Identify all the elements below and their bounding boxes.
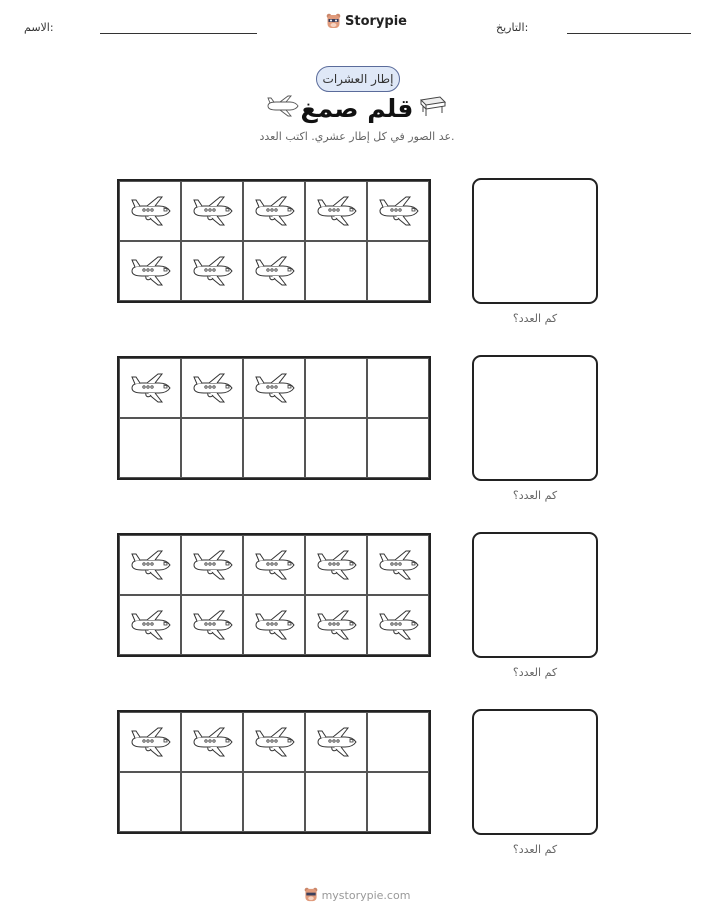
ten-frame-cell <box>119 181 181 241</box>
ten-frame-cell <box>367 535 429 595</box>
airplane-icon <box>375 548 421 582</box>
ten-frame-cell <box>181 418 243 478</box>
airplane-icon <box>251 194 297 228</box>
airplane-icon <box>189 371 235 405</box>
question-label: كم العدد؟ <box>512 312 558 325</box>
ten-frame-cell <box>119 772 181 832</box>
ten-frame-cell <box>367 712 429 772</box>
airplane-icon <box>127 194 173 228</box>
ten-frame-cell <box>243 358 305 418</box>
ten-frame-cell <box>367 241 429 301</box>
airplane-icon <box>251 254 297 288</box>
airplane-icon <box>127 371 173 405</box>
airplane-icon <box>189 548 235 582</box>
answer-box[interactable] <box>472 532 598 658</box>
name-label: الاسم: <box>24 21 54 34</box>
airplane-icon <box>313 725 359 759</box>
instructions: عد الصور في كل إطار عشري. اكتب العدد. <box>259 130 455 143</box>
storypie-mascot-icon <box>304 887 318 903</box>
glue-stick-icon <box>418 94 448 118</box>
ten-frame <box>117 356 431 480</box>
ten-frame-cell <box>305 241 367 301</box>
ten-frame <box>117 533 431 657</box>
airplane-icon <box>313 608 359 642</box>
ten-frame-cell <box>305 358 367 418</box>
airplane-icon <box>189 725 235 759</box>
brand-name: Storypie <box>345 14 407 29</box>
answer-box[interactable] <box>472 178 598 304</box>
ten-frame-cell <box>243 772 305 832</box>
date-line[interactable] <box>567 33 691 34</box>
ten-frame-cell <box>305 772 367 832</box>
ten-frame-cell <box>305 712 367 772</box>
answer-box[interactable] <box>472 355 598 481</box>
ten-frame-cell <box>181 358 243 418</box>
brand-logo <box>326 13 407 30</box>
ten-frame-cell <box>181 712 243 772</box>
airplane-icon <box>127 254 173 288</box>
question-label: كم العدد؟ <box>512 843 558 856</box>
airplane-icon <box>189 194 235 228</box>
airplane-icon <box>375 194 421 228</box>
question-label: كم العدد؟ <box>512 666 558 679</box>
question-label: كم العدد؟ <box>512 489 558 502</box>
ten-frame-cell <box>119 595 181 655</box>
ten-frame-cell <box>181 772 243 832</box>
name-line[interactable] <box>100 33 257 34</box>
ten-frame-cell <box>181 181 243 241</box>
airplane-icon <box>375 608 421 642</box>
ten-frame-cell <box>243 418 305 478</box>
ten-frame-cell <box>367 358 429 418</box>
ten-frame-cell <box>243 535 305 595</box>
ten-frame-cell <box>181 241 243 301</box>
ten-frame-cell <box>305 535 367 595</box>
worksheet-title: قلم صمغ <box>300 94 414 123</box>
ten-frame-cell <box>305 418 367 478</box>
airplane-icon <box>313 194 359 228</box>
ten-frame-cell <box>119 712 181 772</box>
ten-frame-cell <box>367 595 429 655</box>
ten-frame-cell <box>181 535 243 595</box>
airplane-icon <box>189 254 235 288</box>
date-label: التاريخ: <box>496 21 529 34</box>
ten-frame-cell <box>119 418 181 478</box>
airplane-icon <box>127 548 173 582</box>
ten-frame-cell <box>305 181 367 241</box>
ten-frame-cell <box>119 358 181 418</box>
airplane-icon <box>251 371 297 405</box>
airplane-icon <box>189 608 235 642</box>
airplane-icon <box>251 725 297 759</box>
ten-frame-cell <box>243 181 305 241</box>
airplane-icon <box>313 548 359 582</box>
ten-frame <box>117 179 431 303</box>
ten-frame-cell <box>243 241 305 301</box>
airplane-icon <box>127 608 173 642</box>
airplane-icon <box>251 548 297 582</box>
ten-frame-cell <box>243 595 305 655</box>
answer-box[interactable] <box>472 709 598 835</box>
airplane-icon <box>251 608 297 642</box>
airplane-icon <box>127 725 173 759</box>
ten-frame-cell <box>367 418 429 478</box>
storypie-mascot-icon <box>326 13 341 30</box>
ten-frame-cell <box>181 595 243 655</box>
topic-badge: إطار العشرات <box>316 66 400 92</box>
ten-frame-cell <box>305 595 367 655</box>
ten-frame <box>117 710 431 834</box>
footer <box>0 887 714 903</box>
ten-frame-cell <box>367 772 429 832</box>
ten-frame-cell <box>243 712 305 772</box>
ten-frame-cell <box>119 535 181 595</box>
footer-url: mystorypie.com <box>321 888 411 902</box>
ten-frame-cell <box>119 241 181 301</box>
ten-frame-cell <box>367 181 429 241</box>
